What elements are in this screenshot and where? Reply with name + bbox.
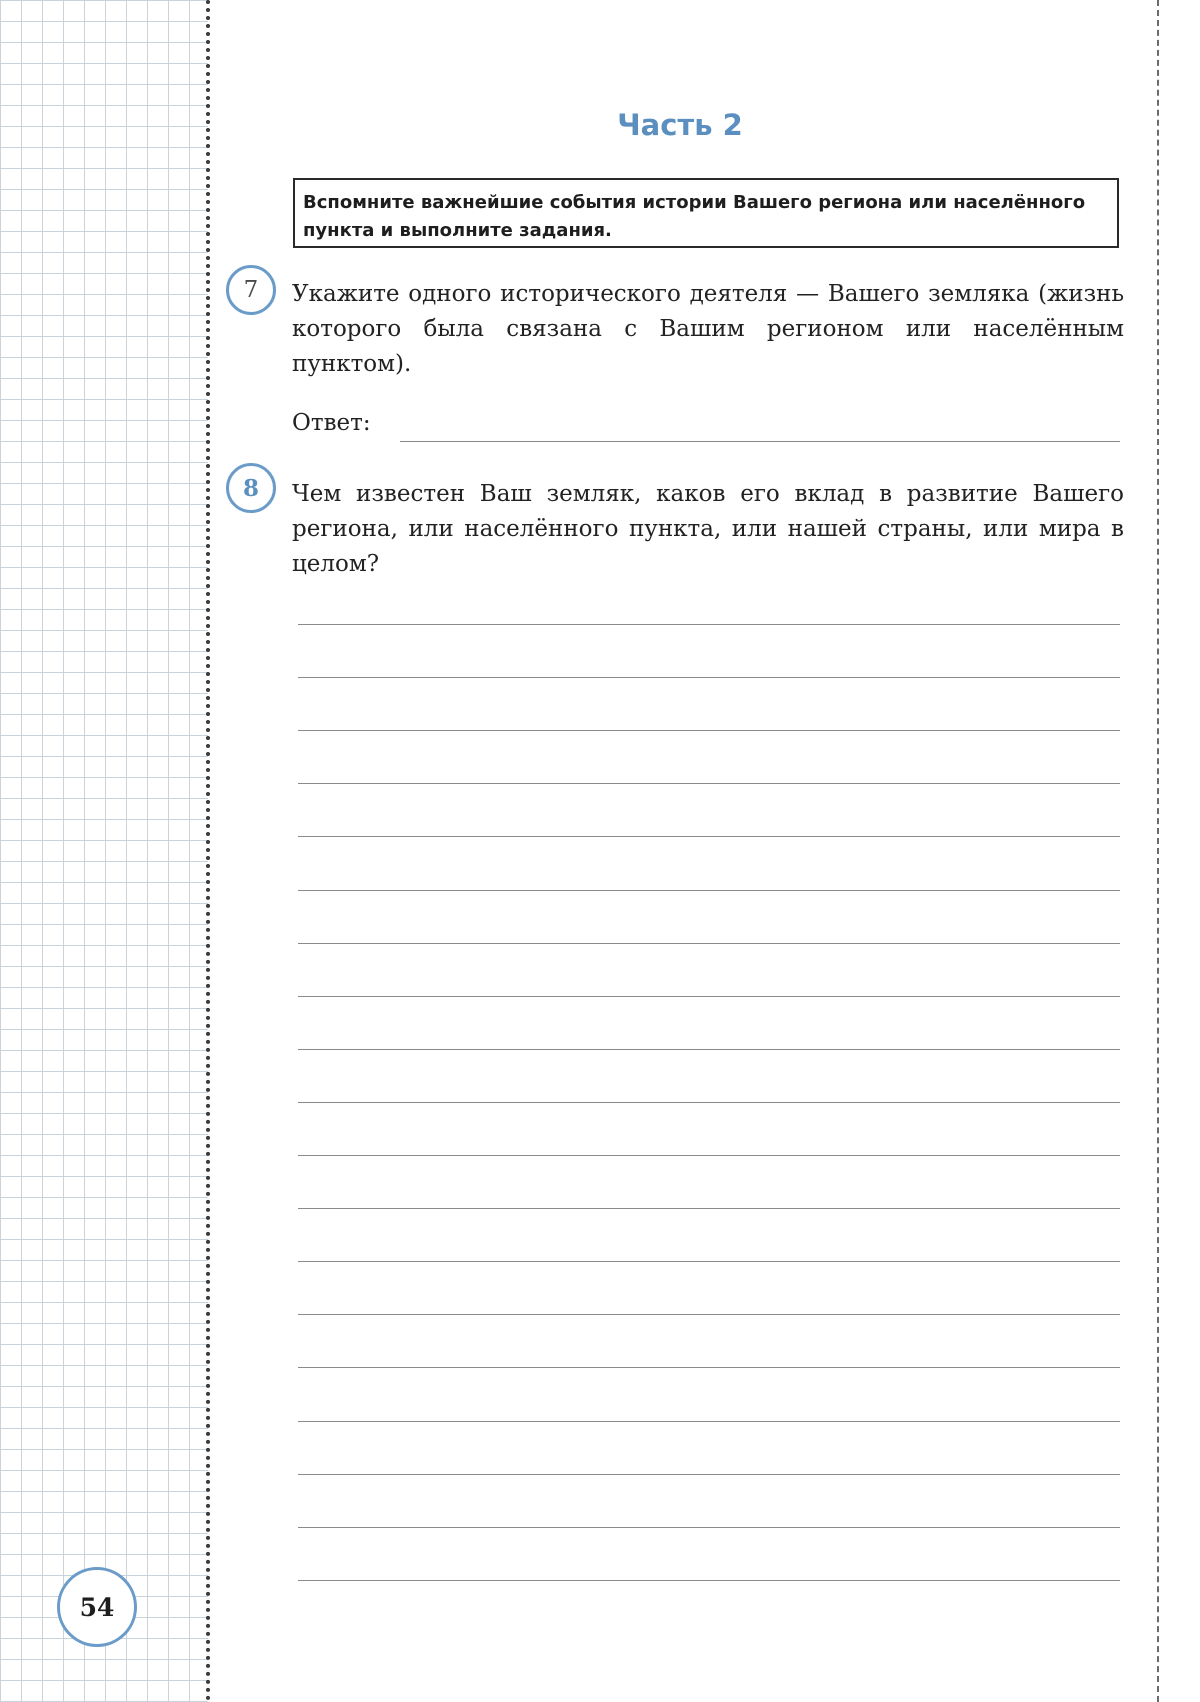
page-number: 54 — [79, 1592, 115, 1622]
task-7-text: Укажите одного исторического деятеля — Вашего земляка (жизнь которого была связана с Вашим регионом или населённым пунктом). — [292, 281, 1124, 377]
writing-line[interactable] — [298, 783, 1120, 784]
writing-line[interactable] — [298, 1580, 1120, 1581]
writing-line[interactable] — [298, 624, 1120, 625]
task-number-badge — [226, 265, 276, 315]
writing-line[interactable] — [298, 1261, 1120, 1262]
writing-line[interactable] — [298, 677, 1120, 678]
writing-line[interactable] — [298, 1155, 1120, 1156]
page-number-badge — [57, 1567, 137, 1647]
writing-line[interactable] — [298, 943, 1120, 944]
writing-line[interactable] — [298, 836, 1120, 837]
writing-line[interactable] — [298, 890, 1120, 891]
instruction-box — [293, 178, 1119, 248]
graph-paper-margin — [0, 0, 208, 1702]
writing-line[interactable] — [298, 730, 1120, 731]
answer-input-line[interactable] — [400, 441, 1120, 442]
writing-line[interactable] — [298, 1367, 1120, 1368]
writing-line[interactable] — [298, 1102, 1120, 1103]
writing-line[interactable] — [298, 1421, 1120, 1422]
perforation-line — [206, 0, 210, 1702]
instruction-text: Вспомните важнейшие события истории Вашего региона или населённого пункта и выполните задания. — [303, 192, 1086, 241]
part-title: Часть 2 — [617, 108, 743, 142]
task-8-text: Чем известен Ваш земляк, каков его вклад в развитие Вашего региона, или населённого пункта, или нашей страны, или мира в целом? — [292, 481, 1124, 577]
writing-line[interactable] — [298, 1527, 1120, 1528]
task-number: 8 — [242, 474, 259, 502]
writing-line[interactable] — [298, 1474, 1120, 1475]
writing-line[interactable] — [298, 1314, 1120, 1315]
writing-line[interactable] — [298, 1208, 1120, 1209]
task-number-badge — [226, 463, 276, 513]
writing-line[interactable] — [298, 1049, 1120, 1050]
cut-line — [1157, 0, 1159, 1702]
answer-label: Ответ: — [292, 410, 371, 436]
task-number: 7 — [243, 277, 259, 303]
writing-line[interactable] — [298, 996, 1120, 997]
